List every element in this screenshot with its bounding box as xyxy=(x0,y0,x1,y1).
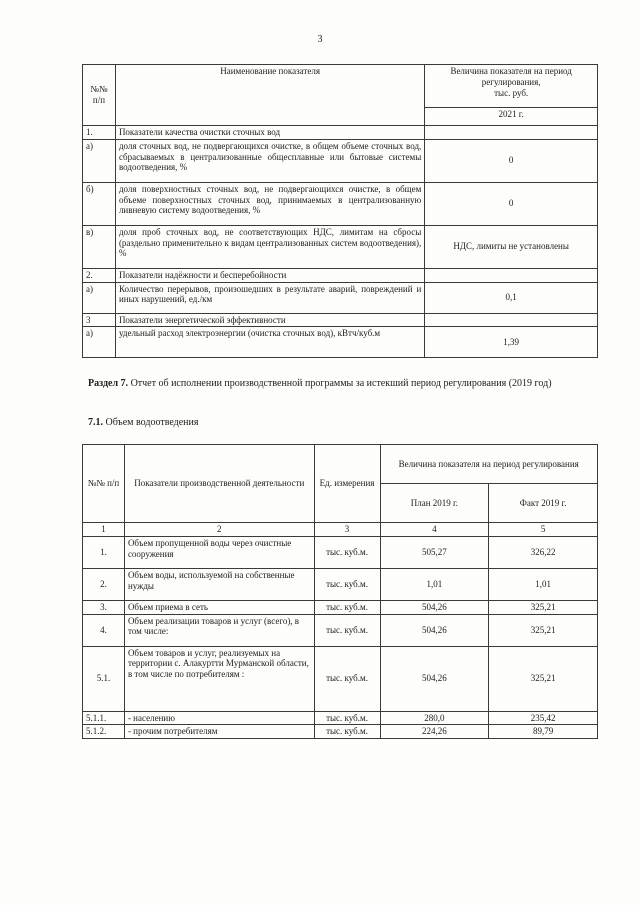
table-row xyxy=(83,536,598,568)
t2-header-unit: Ед. измерения xyxy=(314,445,380,523)
row-plan: 224,26 xyxy=(380,725,489,739)
colnum: 4 xyxy=(380,523,489,537)
row-name: Объем воды, используемой на собственные нужды xyxy=(124,568,314,600)
wastewater-volume-table xyxy=(82,444,598,739)
row-name: Объем приема в сеть xyxy=(124,600,314,614)
row-plan: 504,26 xyxy=(380,614,489,646)
section-7-heading xyxy=(88,378,598,391)
table-row xyxy=(83,126,598,140)
row-value xyxy=(425,268,598,282)
t2-header-value: Величина показателя на период регулирования xyxy=(380,445,598,484)
row-num: а) xyxy=(83,139,116,182)
row-fact: 325,21 xyxy=(489,600,598,614)
table-row xyxy=(83,182,598,225)
row-plan: 504,26 xyxy=(380,646,489,711)
table1-header-row xyxy=(83,65,598,108)
row-name: Объем пропущенной воды через очистные сооружения xyxy=(124,536,314,568)
table-row xyxy=(83,327,598,358)
row-name: Объем товаров и услуг, реализуемых на территории с. Алакуртти Мурманской области, в том числе по потребителям : xyxy=(124,646,314,711)
row-num: 1. xyxy=(83,126,116,140)
row-fact: 325,21 xyxy=(489,614,598,646)
row-num: 3 xyxy=(83,313,116,327)
table-row xyxy=(83,568,598,600)
t2-header-fact: Факт 2019 г. xyxy=(489,484,598,523)
row-fact: 89,79 xyxy=(489,725,598,739)
row-plan: 504,26 xyxy=(380,600,489,614)
row-fact: 325,21 xyxy=(489,646,598,711)
t2-header-indicator: Показатели производственной деятельности xyxy=(124,445,314,523)
t1-header-num: №№ п/п xyxy=(83,65,116,126)
row-num: а) xyxy=(83,327,116,358)
t1-header-name: Наименование показателя xyxy=(115,65,424,126)
t1-header-value: Величина показателя на период регулирования, тыс. руб. xyxy=(425,65,598,108)
table-row xyxy=(83,313,598,327)
row-num: 2. xyxy=(83,568,125,600)
row-fact: 1,01 xyxy=(489,568,598,600)
colnum: 1 xyxy=(83,523,125,537)
row-num: 2. xyxy=(83,268,116,282)
row-fact: 326,22 xyxy=(489,536,598,568)
row-plan: 280,0 xyxy=(380,711,489,725)
row-unit: тыс. куб.м. xyxy=(314,614,380,646)
section-label: Раздел 7. xyxy=(88,378,129,389)
page-number: 3 xyxy=(317,34,323,45)
subsection-7-1-heading xyxy=(88,417,199,428)
table-row xyxy=(83,268,598,282)
row-unit: тыс. куб.м. xyxy=(314,600,380,614)
row-fact: 235,42 xyxy=(489,711,598,725)
row-num: 3. xyxy=(83,600,125,614)
row-plan: 505,27 xyxy=(380,536,489,568)
row-name: доля проб сточных вод, не соответствующих НДС, лимитам на сбросы (раздельно применительно к видам централизованных систем водоотведения), % xyxy=(115,225,424,268)
colnum: 2 xyxy=(124,523,314,537)
row-num: а) xyxy=(83,282,116,313)
subsection-text: Объем водоотведения xyxy=(103,417,199,428)
row-name: - населению xyxy=(124,711,314,725)
colnum: 5 xyxy=(489,523,598,537)
table-row xyxy=(83,614,598,646)
row-num: 4. xyxy=(83,614,125,646)
table-row xyxy=(83,646,598,711)
section-text: Отчет об исполнении производственной программы за истекший период регулирования (2019 год) xyxy=(128,378,552,389)
row-name: удельный расход электроэнергии (очистка сточных вод), кВтч/куб.м xyxy=(115,327,424,358)
row-value: 0 xyxy=(425,139,598,182)
row-value: 0,1 xyxy=(425,282,598,313)
row-value: 1,39 xyxy=(425,327,598,358)
colnum: 3 xyxy=(314,523,380,537)
row-name: - прочим потребителям xyxy=(124,725,314,739)
t2-header-plan: План 2019 г. xyxy=(380,484,489,523)
table2-header-row xyxy=(83,445,598,484)
row-unit: тыс. куб.м. xyxy=(314,536,380,568)
row-unit: тыс. куб.м. xyxy=(314,725,380,739)
table-row xyxy=(83,139,598,182)
row-name: Показатели энергетической эффективности xyxy=(115,313,424,327)
row-value xyxy=(425,126,598,140)
row-num: 5.1.1. xyxy=(83,711,125,725)
row-value xyxy=(425,313,598,327)
row-name: Показатели качества очистки сточных вод xyxy=(115,126,424,140)
table-row xyxy=(83,725,598,739)
t2-header-num: №№ п/п xyxy=(83,445,125,523)
row-plan: 1,01 xyxy=(380,568,489,600)
row-num: 5.1.2. xyxy=(83,725,125,739)
row-num: б) xyxy=(83,182,116,225)
subsection-num: 7.1. xyxy=(88,417,103,428)
row-num: 5.1. xyxy=(83,646,125,711)
t1-header-year: 2021 г. xyxy=(425,108,598,126)
row-value: НДС, лимиты не установлены xyxy=(425,225,598,268)
row-name: доля сточных вод, не подвергающихся очистке, в общем объеме сточных вод, сбрасываемых в централизованные общесплавные или бытовые системы водоотведения, % xyxy=(115,139,424,182)
row-num: 1. xyxy=(83,536,125,568)
table-row xyxy=(83,282,598,313)
table-row xyxy=(83,600,598,614)
row-unit: тыс. куб.м. xyxy=(314,711,380,725)
row-value: 0 xyxy=(425,182,598,225)
quality-indicators-table xyxy=(82,64,598,358)
table-row xyxy=(83,711,598,725)
row-name: Показатели надёжности и бесперебойности xyxy=(115,268,424,282)
row-name: доля поверхностных сточных вод, не подвергающихся очистке, в общем объеме поверхностных сточных вод, принимаемых в централизованную ливневую систему водоотведения, % xyxy=(115,182,424,225)
row-unit: тыс. куб.м. xyxy=(314,646,380,711)
row-name: Количество перерывов, произошедших в результате аварий, повреждений и иных нарушений, ед./км xyxy=(115,282,424,313)
row-name: Объем реализации товаров и услуг (всего), в том числе: xyxy=(124,614,314,646)
table2-colnum-row xyxy=(83,523,598,537)
table-row xyxy=(83,225,598,268)
row-num: в) xyxy=(83,225,116,268)
row-unit: тыс. куб.м. xyxy=(314,568,380,600)
